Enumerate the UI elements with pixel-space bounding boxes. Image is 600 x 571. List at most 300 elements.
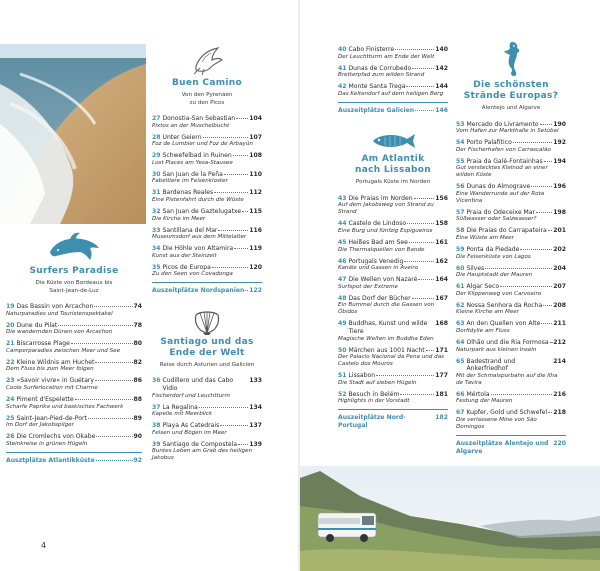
entry-page: 167	[435, 294, 448, 302]
camino-title: Buen Camino	[172, 78, 242, 88]
toc-entry[interactable]	[338, 276, 448, 291]
entry-description: Die Stadt auf sieben Hügeln	[338, 379, 417, 386]
toc-entry[interactable]	[338, 220, 448, 235]
toc-entry[interactable]	[338, 258, 448, 273]
leader-dots	[426, 350, 435, 351]
toc-entry[interactable]	[152, 208, 262, 223]
toc-entry[interactable]	[456, 246, 566, 261]
entry-title: Santiago de Compostela	[162, 440, 238, 448]
entry-description: Kunst aus der Steinzeit	[152, 252, 217, 259]
entry-description: Fabeltiere im Felsenkloster	[152, 178, 228, 185]
toc-entry[interactable]	[152, 422, 262, 437]
entry-page: 216	[553, 390, 566, 398]
camino-subtitle-1: Von den Pyrenäen	[181, 92, 233, 98]
entry-title: Buddhas, Kunst und wilde Tiere	[348, 320, 428, 336]
toc-entry[interactable]	[6, 322, 142, 337]
entry-number: 59	[456, 246, 465, 254]
entry-title: Schwefelbad in Ruinen	[162, 152, 232, 160]
toc-entry[interactable]	[152, 171, 262, 186]
fish-icon	[338, 132, 448, 154]
camino-ausflug[interactable]	[152, 287, 262, 295]
section-santiago	[152, 309, 262, 462]
entry-title-line	[152, 227, 262, 235]
entry-title-line	[152, 152, 262, 160]
divider	[6, 452, 142, 453]
entry-number: 25	[6, 414, 15, 422]
ausflug-label: Auszeitplätze Nordspanien	[152, 287, 245, 295]
entry-number: 64	[456, 339, 465, 347]
leader-dots	[536, 212, 552, 213]
toc-entry[interactable]	[456, 358, 566, 387]
toc-entry[interactable]	[338, 46, 448, 61]
toc-entry[interactable]	[456, 209, 566, 224]
atlantik-title-1: Am Atlantik	[361, 154, 425, 165]
entry-description: Bretterpfad zum wilden Strand	[338, 72, 425, 79]
ausflug-page: 182	[435, 414, 448, 422]
toc-entry[interactable]	[456, 265, 566, 280]
toc-entry[interactable]	[338, 391, 448, 406]
entry-page: 120	[249, 263, 262, 271]
toc-entry[interactable]	[6, 303, 142, 318]
entry-title-line	[152, 115, 262, 123]
entry-title: Kupfer, Gold und Schwefel	[466, 409, 548, 417]
entry-title-line	[152, 404, 262, 412]
leader-dots	[95, 362, 132, 363]
entry-title-line	[338, 391, 448, 399]
entry-title-line	[456, 320, 566, 328]
toc-entry[interactable]	[6, 377, 142, 392]
entry-page: 116	[249, 226, 262, 234]
entry-title-line	[152, 264, 262, 272]
toc-entry[interactable]	[456, 283, 566, 298]
entry-number: 50	[338, 346, 347, 354]
ausflug-page: 92	[133, 456, 142, 464]
leader-dots	[96, 436, 132, 437]
entry-title: Das Bassin von Arcachon	[16, 303, 94, 310]
entry-title: Bardenas Reales	[162, 189, 214, 197]
entry-number: 44	[338, 220, 347, 228]
leader-dots	[544, 161, 553, 162]
entry-page: 107	[249, 133, 262, 141]
column-middle	[338, 46, 448, 430]
entry-title-line	[6, 340, 142, 348]
entry-page: 211	[553, 320, 566, 328]
entry-number: 57	[456, 208, 465, 216]
entry-number: 27	[152, 115, 161, 122]
entry-description: Die Felsenküste von Lagos	[456, 253, 531, 260]
entry-number: 55	[456, 157, 465, 165]
entry-number: 42	[338, 83, 347, 91]
leader-dots	[407, 223, 434, 224]
toc-entry[interactable]	[152, 404, 262, 419]
entry-page: 171	[435, 346, 448, 354]
leader-dots	[376, 375, 434, 376]
toc-entry[interactable]	[152, 227, 262, 242]
entry-description: Camperparadies zwischen Meer und See	[6, 347, 121, 354]
leader-dots	[404, 261, 434, 262]
toc-entry[interactable]	[456, 320, 566, 335]
entry-title: Algar Seco	[466, 283, 500, 291]
leader-dots	[233, 155, 248, 156]
entry-page: 204	[553, 264, 566, 272]
section-camino	[152, 44, 262, 466]
entry-title-line	[338, 46, 448, 54]
toc-entry[interactable]	[338, 320, 448, 342]
entry-title-line	[338, 372, 448, 380]
entry-number: 35	[152, 263, 161, 271]
entry-title-line	[152, 422, 262, 430]
leader-dots	[238, 444, 248, 445]
entry-description: Scharfe Paprika und baskisches Fachwerk	[6, 403, 124, 410]
entry-page: 104	[249, 115, 262, 122]
entry-description: Naturparadies und Touristenspektakel	[6, 310, 113, 317]
ausflug-page: 220	[553, 440, 566, 447]
entry-description: Auf dem Jakobsweg von Strand zu Strand	[338, 202, 434, 216]
toc-entry[interactable]	[152, 134, 262, 149]
entry-description: Die Thermalquellen von Bande	[338, 246, 425, 253]
atlantik-entry-list	[338, 195, 448, 406]
ausflug-page: 122	[249, 287, 262, 295]
ausflug-label: Ausztplätze Atlantikküste	[6, 456, 95, 464]
entry-title: Piment d'Espelette	[16, 395, 74, 403]
entry-title: Playa As Catedrais	[162, 422, 220, 430]
right-page	[300, 0, 600, 571]
entry-number: 48	[338, 294, 347, 302]
entry-description: Steinkreise in grünen Hügeln	[6, 440, 88, 447]
entry-title: Kleine Wildnis am Huchet	[16, 358, 95, 366]
toc-entry[interactable]	[6, 415, 142, 430]
entry-page: 90	[133, 433, 142, 441]
entry-title: An den Quellen von Alte	[466, 320, 541, 328]
toc-entry[interactable]	[338, 295, 448, 317]
entry-page: 208	[553, 301, 566, 309]
entry-title-line	[152, 189, 262, 197]
entry-number: 30	[152, 170, 161, 178]
entry-title-line	[456, 209, 566, 217]
divider	[338, 409, 448, 410]
entry-number: 19	[6, 303, 15, 310]
leader-dots	[520, 249, 552, 250]
toc-entry[interactable]	[152, 189, 262, 204]
toc-entry[interactable]	[152, 115, 262, 130]
camino-entry-list	[152, 115, 262, 278]
toc-entry[interactable]	[456, 183, 566, 205]
surfers-subtitle-1: Die Küste von Bordeaux bis	[35, 280, 113, 286]
entry-description: Im Dorf der Jakobspilger	[6, 422, 74, 429]
toc-entry[interactable]	[6, 396, 142, 411]
entry-number: 22	[6, 358, 15, 366]
entry-title: Olhão und die Ria Formosa	[466, 339, 549, 347]
entry-page: 110	[249, 170, 262, 178]
dolphin-icon	[6, 230, 142, 266]
beach-photo	[0, 44, 146, 224]
leader-dots	[540, 124, 553, 125]
entry-number: 67	[456, 409, 465, 417]
entry-page: 74	[133, 303, 142, 310]
leader-dots	[88, 418, 133, 419]
leader-dots	[94, 306, 132, 307]
entry-page: 115	[249, 207, 262, 215]
entry-title-line	[456, 283, 566, 291]
entry-number: 41	[338, 64, 347, 72]
entry-title: »Savoir vivre« in Guétary	[16, 377, 95, 385]
entry-number: 66	[456, 390, 465, 398]
santiago-title: Santiago und das Ende der Welt	[160, 336, 254, 358]
leader-dots	[214, 192, 248, 193]
toc-entry[interactable]	[456, 302, 566, 317]
leader-dots	[531, 186, 552, 187]
entry-title-line	[338, 83, 448, 91]
toc-entry[interactable]	[338, 347, 448, 369]
entry-page: 88	[133, 395, 142, 403]
entry-number: 63	[456, 320, 465, 328]
shell-icon	[152, 309, 262, 337]
entry-description: Dorfidylle am Fluss	[456, 328, 510, 335]
entry-title: Picos de Europa	[162, 263, 211, 271]
entry-description: Kanäle und Gassen in Aveiro	[338, 265, 419, 272]
entry-number: 24	[6, 395, 15, 403]
leader-dots	[95, 380, 132, 381]
entry-page: 119	[249, 245, 262, 253]
entry-page: 134	[249, 403, 262, 411]
toc-entry[interactable]	[6, 359, 142, 374]
entry-title: Dunas de Corrubedo	[348, 64, 412, 72]
leader-dots	[409, 242, 434, 243]
entry-title-line	[6, 415, 142, 423]
entry-description: Pixtos an der Muschelbucht	[152, 122, 230, 129]
entry-description: Museumsdorf aus dem Mittelalter	[152, 234, 247, 241]
entry-title: Ponta da Piedade	[466, 246, 520, 254]
toc-entry[interactable]	[152, 441, 262, 463]
column-right	[456, 40, 566, 455]
entry-number: 29	[152, 152, 161, 160]
section-surfers	[6, 230, 142, 464]
entry-title-line	[152, 245, 262, 253]
toc-entry[interactable]	[456, 339, 566, 354]
entry-title-line	[6, 322, 142, 330]
leader-dots	[203, 137, 249, 138]
page-number: 4	[41, 541, 47, 550]
entry-description: Das Keltendorf auf dem heiligen Berg	[338, 90, 444, 97]
toc-entry[interactable]	[6, 340, 142, 355]
divider	[152, 282, 262, 283]
entry-number: 31	[152, 189, 161, 197]
entry-title-line	[456, 409, 566, 417]
entry-number: 37	[152, 403, 161, 411]
nordportugal-ausflug[interactable]	[338, 414, 448, 429]
entry-number: 56	[456, 183, 465, 191]
entry-title: Mértola	[466, 390, 490, 398]
toc-entry[interactable]	[152, 264, 262, 279]
entry-title: Porto Palafítico	[466, 139, 512, 147]
toc-entry[interactable]	[456, 391, 566, 406]
entry-page: 181	[435, 390, 448, 398]
ausflug-label: Auszeitplätze Nord-Portugal	[338, 414, 406, 429]
strande-title-2: Strände Europas?	[463, 91, 559, 101]
entry-number: 45	[338, 239, 347, 247]
santiago-subtitle: Reise durch Asturien und Galicien	[159, 361, 255, 368]
entry-title-line	[456, 246, 566, 254]
entry-page: 137	[249, 422, 262, 430]
surfers-ausflug[interactable]	[6, 457, 142, 465]
entry-title-line	[338, 195, 448, 203]
leader-dots	[224, 174, 248, 175]
entry-description: Felsen und Bögen im Meer	[152, 429, 227, 436]
entry-page: 207	[553, 283, 566, 291]
entry-title: Dunas do Almograve	[466, 183, 531, 191]
entry-title-line	[338, 295, 448, 303]
entry-number: 62	[456, 301, 465, 309]
entry-title-line	[338, 347, 448, 355]
entry-description: Die wandernden Dünen von Arcachon	[6, 329, 113, 336]
entry-title: Die Praias im Norden	[348, 194, 413, 202]
galicien-ausflug[interactable]	[338, 107, 448, 115]
toc-entry[interactable]	[152, 377, 262, 399]
entry-title-line	[338, 258, 448, 266]
ausflug-label: Auszeitplätze Alentejo und Algarve	[456, 440, 549, 455]
entry-page: 201	[553, 227, 566, 235]
entry-title-line	[456, 302, 566, 310]
leader-dots	[550, 342, 553, 343]
entry-title-line	[6, 359, 142, 367]
toc-entry[interactable]	[152, 245, 262, 260]
entry-title: Biscarrosse Plage	[16, 340, 70, 348]
entry-page: 214	[553, 357, 566, 365]
entry-title-line	[456, 265, 566, 273]
toc-entry[interactable]	[6, 433, 142, 448]
toc-entry[interactable]	[338, 239, 448, 254]
entry-description: Der Leuchtturm am Ende der Welt	[338, 53, 435, 60]
entry-title-line	[456, 121, 566, 129]
entry-description: Der Palacio Nacional da Pena und das Castelo dos Mouros	[338, 354, 445, 368]
entry-page: 190	[553, 120, 566, 128]
entry-title: Saint-Jean-Pied-de-Port	[16, 414, 87, 422]
strande-entry-list	[456, 121, 566, 432]
entry-title: Praia da Galé-Fontainhas	[466, 157, 543, 165]
santiago-entry-list	[152, 377, 262, 462]
entry-description: Fischerdorf und Leuchtturm	[152, 392, 230, 399]
toc-entry[interactable]	[456, 139, 566, 154]
entry-title: Die Cromlechs von Okabe	[16, 433, 96, 441]
entry-description: Kapelle mit Meerblick	[152, 411, 213, 418]
entry-title: Santillana del Mar	[162, 226, 218, 234]
entry-title: Die Praias do Carrapateira	[466, 227, 547, 235]
entry-number: 43	[338, 194, 347, 202]
toc-entry[interactable]	[338, 65, 448, 80]
toc-entry[interactable]	[456, 227, 566, 242]
leader-dots	[220, 425, 248, 426]
entry-page: 89	[133, 414, 142, 422]
leader-dots	[406, 86, 434, 87]
leader-dots	[96, 460, 133, 461]
divider	[338, 102, 448, 103]
leader-dots	[218, 230, 248, 231]
entry-title-line	[338, 239, 448, 247]
entry-number: 51	[338, 372, 347, 380]
entry-title: Die Wellen von Nazaré	[348, 276, 418, 284]
toc-entry[interactable]	[456, 121, 566, 136]
entry-description: Eine Burg und fünfzig Espigueiros	[338, 228, 433, 235]
entry-title-line	[6, 396, 142, 404]
finisterre-entry-list	[338, 46, 448, 98]
entry-page: 156	[435, 194, 448, 202]
entry-number: 40	[338, 46, 347, 53]
ausflug-label: Auszeitplätze Galicien	[338, 106, 415, 114]
toc-entry[interactable]	[152, 152, 262, 167]
entry-page: 133	[249, 377, 262, 385]
entry-page: 144	[435, 83, 448, 91]
entry-number: 61	[456, 283, 465, 291]
entry-title-line	[456, 183, 566, 191]
leader-dots	[242, 211, 248, 212]
entry-number: 23	[6, 377, 15, 385]
leader-dots	[543, 305, 552, 306]
toc-entry[interactable]	[338, 372, 448, 387]
entry-title: Unter Geiern	[162, 133, 202, 141]
entry-number: 60	[456, 264, 465, 272]
algarve-ausflug[interactable]	[456, 440, 566, 455]
entry-number: 20	[6, 321, 15, 329]
toc-entry[interactable]	[456, 409, 566, 431]
entry-description: Gut verstecktes Kleinod an einer wilden Küste	[456, 165, 548, 179]
entry-page: 177	[435, 372, 448, 380]
entry-page: 196	[553, 183, 566, 191]
entry-description: Zu den Seen von Covadonga	[152, 271, 233, 278]
entry-number: 28	[152, 133, 161, 141]
entry-title: San Juan de Gaztelugatxe	[162, 207, 242, 215]
entry-title-line	[456, 391, 566, 399]
entry-page: 192	[553, 139, 566, 147]
entry-page: 82	[133, 358, 142, 366]
entry-page: 218	[553, 409, 566, 417]
bird-icon	[152, 44, 262, 78]
entry-number: 33	[152, 226, 161, 234]
strande-title-1: Die schönsten	[473, 80, 549, 90]
entry-description: Festung der Mauren	[456, 398, 513, 405]
toc-entry[interactable]	[456, 158, 566, 180]
toc-entry[interactable]	[338, 83, 448, 98]
leader-dots	[58, 325, 132, 326]
entry-title: Monte Santa Trega	[348, 83, 406, 91]
entry-title-line	[338, 220, 448, 228]
entry-description: Der Klippenweg von Carvoeiro	[456, 290, 542, 297]
camino-subtitle-2: zu den Picos	[189, 99, 225, 106]
entry-description: Naturpark aus kleinen Inseln	[456, 346, 537, 353]
strande-subtitle: Alentejo und Algarve	[481, 105, 541, 111]
leader-dots	[395, 49, 434, 50]
entry-title-line	[152, 208, 262, 216]
toc-entry[interactable]	[338, 195, 448, 217]
entry-title: Lissabon	[348, 372, 376, 380]
entry-page: 162	[435, 257, 448, 265]
entry-description: Foz de Lumbier und Foz de Arbayún	[152, 141, 253, 148]
entry-description: Die Kirche im Meer	[152, 215, 206, 222]
entry-page: 164	[435, 276, 448, 284]
entry-title: Das Dorf der Bücher	[348, 294, 411, 302]
entry-description: Eine Pistenfahrt durch die Wüste	[152, 196, 244, 203]
leader-dots	[400, 394, 434, 395]
leader-dots	[234, 248, 248, 249]
leader-dots	[513, 142, 552, 143]
entry-number: 26	[6, 433, 15, 441]
entry-page: 142	[435, 64, 448, 72]
entry-number: 49	[338, 320, 347, 328]
entry-title: Nossa Senhora da Rocha	[466, 301, 543, 309]
entry-description: Eine Wanderrunde auf der Rota Vicentina	[456, 190, 545, 204]
divider	[456, 435, 566, 436]
entry-description: Coole Surferlocation mit Charme	[6, 384, 98, 391]
leader-dots	[236, 118, 248, 119]
